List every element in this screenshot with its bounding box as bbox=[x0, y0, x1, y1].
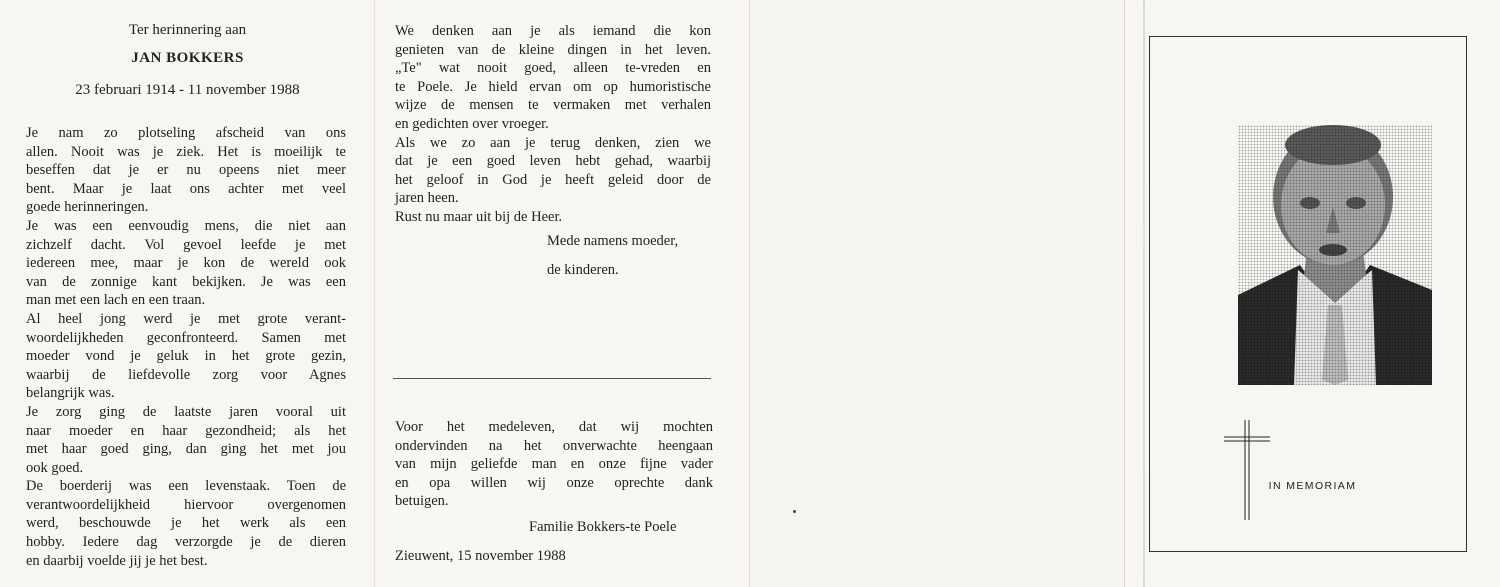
text-line: beseffen dat je er nu opeens niet meer bbox=[26, 162, 346, 179]
cross-icon bbox=[1224, 420, 1270, 520]
text-line: Je zorg ging de laatste jaren vooral uit bbox=[26, 403, 346, 420]
divider bbox=[393, 378, 711, 379]
text-line: Al heel jong werd je met grote verant- bbox=[26, 310, 346, 327]
deceased-name: JAN BOKKERS bbox=[131, 50, 244, 66]
text-line: ook goed. bbox=[26, 459, 84, 476]
blank-panel bbox=[750, 0, 1125, 587]
text-line: betuigen. bbox=[395, 493, 449, 510]
text-line: verantwoordelijkheid hiervoor overgenomen bbox=[26, 496, 346, 513]
text-line: met haar goed ging, dan ging het met jou bbox=[26, 441, 346, 458]
text-line: iedereen mee, maar je kon de wereld ook bbox=[26, 255, 346, 272]
text-line: en gedichten over vroeger. bbox=[395, 115, 549, 132]
text-line: Als we zo aan je terug denken, zien we bbox=[395, 134, 711, 151]
thanks-text bbox=[395, 418, 713, 511]
text-line: We denken aan je als iemand die kon bbox=[395, 23, 711, 39]
text-line: woordelijkheden geconfronteerd. Samen met bbox=[26, 329, 346, 346]
middle-text-panel bbox=[375, 0, 750, 587]
signature-line-1: Mede namens moeder, bbox=[547, 233, 679, 249]
text-line: naar moeder en haar gezondheid; als het bbox=[26, 422, 346, 439]
life-dates: 23 februari 1914 - 11 november 1988 bbox=[75, 82, 300, 98]
text-line: Rust nu maar uit bij de Heer. bbox=[395, 208, 563, 225]
memory-text bbox=[395, 22, 711, 227]
place-date: Zieuwent, 15 november 1988 bbox=[395, 548, 566, 564]
text-line: man met een lach en een traan. bbox=[26, 292, 206, 309]
text-line: De boerderij was een levenstaak. Toen de bbox=[26, 478, 346, 495]
text-line: waarbij de liefdevolle zorg voor Agnes bbox=[26, 366, 346, 383]
text-line: allen. Nooit was je ziek. Het is moeilijk te bbox=[26, 143, 346, 160]
text-line: wijze de mensen te vermaken met verhalen bbox=[395, 97, 711, 114]
text-line: te Poele. Je hield ervan om op humoristische bbox=[395, 78, 711, 95]
text-line: en opa willen wij onze oprechte dank bbox=[395, 474, 713, 491]
text-line: en daarbij voelde jij je het best. bbox=[26, 552, 208, 569]
text-line: belangrijk was. bbox=[26, 385, 115, 402]
text-line: ondervinden na het onverwachte heengaan bbox=[395, 437, 713, 454]
cover-frame bbox=[1149, 36, 1467, 552]
in-memoriam-caption: IN MEMORIAM bbox=[1268, 480, 1357, 492]
remembrance-intro: Ter herinnering aan bbox=[128, 22, 247, 38]
text-line: Voor het medeleven, dat wij mochten bbox=[395, 419, 713, 435]
text-line: bent. Maar je laat ons achter met veel bbox=[26, 180, 346, 197]
text-line: dat je een goed leven hebt gehad, waarbij bbox=[395, 153, 711, 170]
signature-line-2: de kinderen. bbox=[547, 262, 619, 278]
fold-crease bbox=[1143, 0, 1145, 587]
text-line: zichzelf dacht. Vol gevoel leefde je met bbox=[26, 236, 346, 253]
text-line: van mijn geliefde man en onze fijne vader bbox=[395, 456, 713, 473]
family-signature: Familie Bokkers-te Poele bbox=[529, 519, 677, 535]
text-line: Je was een eenvoudig mens, die niet aan bbox=[26, 217, 346, 234]
paper-speck bbox=[793, 510, 796, 513]
text-line: jaren heen. bbox=[395, 190, 459, 207]
text-line: het geloof in God je heeft geleid door de bbox=[395, 171, 711, 188]
text-line: genieten van de kleine dingen in het leven. bbox=[395, 41, 711, 58]
cover-panel bbox=[1125, 0, 1500, 587]
text-line: hobby. Iedere dag verzorgde je de dieren bbox=[26, 534, 346, 551]
text-line: Je nam zo plotseling afscheid van ons bbox=[26, 125, 346, 141]
text-line: goede herinneringen. bbox=[26, 199, 149, 216]
text-line: van de zonnige kant bekijken. Je was een bbox=[26, 273, 346, 290]
left-text-panel bbox=[0, 0, 375, 587]
portrait-photo bbox=[1238, 125, 1432, 385]
text-line: moeder vond je geluk in het grote gezin, bbox=[26, 348, 346, 365]
text-line: werd, beschouwde je het werk als een bbox=[26, 515, 346, 532]
text-line: „Te" wat nooit goed, alleen te-vreden en bbox=[395, 60, 711, 77]
tribute-text bbox=[26, 124, 346, 570]
